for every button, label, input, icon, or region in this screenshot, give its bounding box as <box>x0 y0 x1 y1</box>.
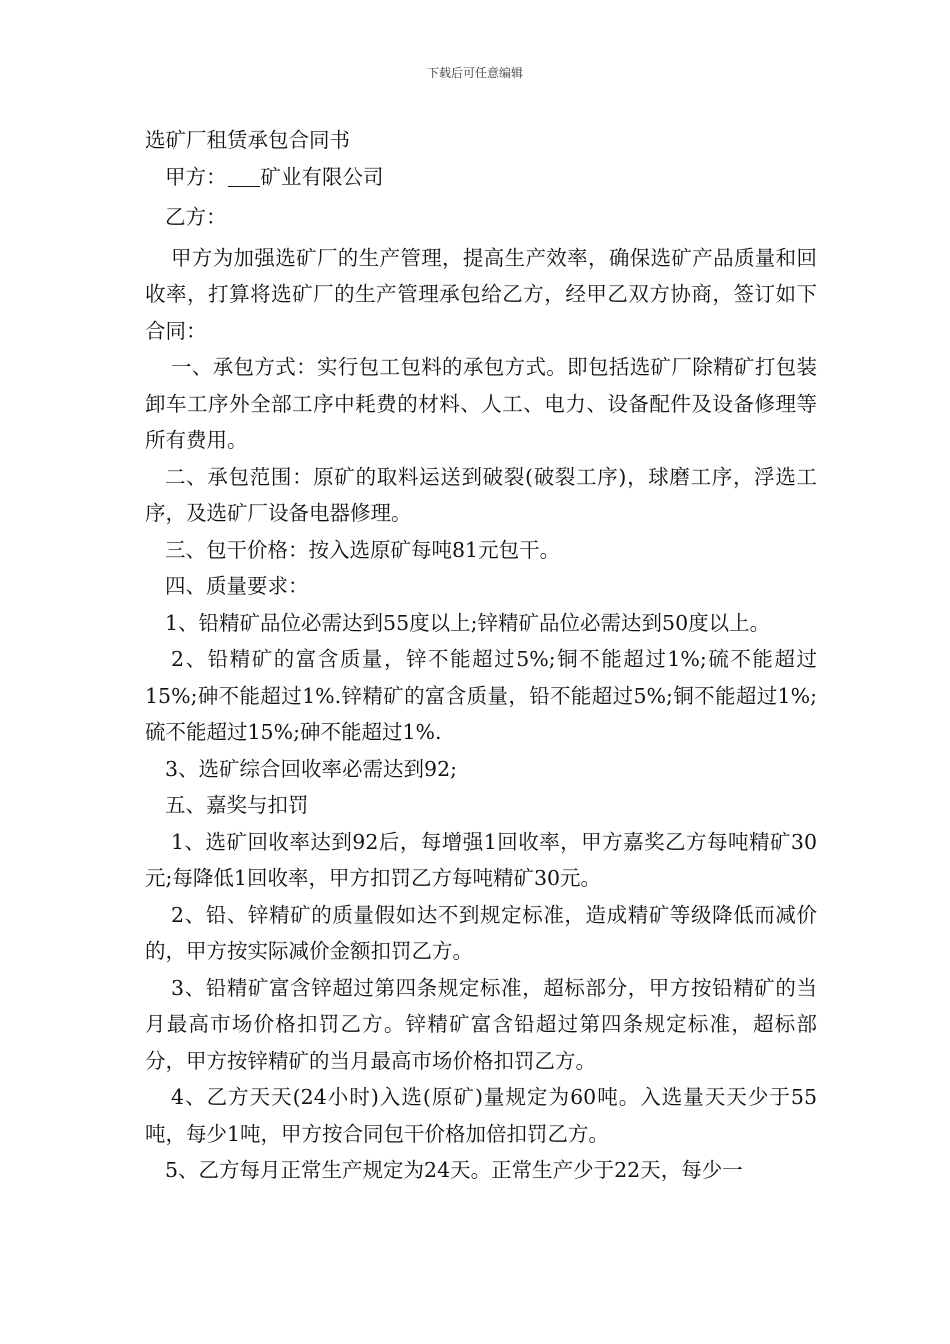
party-a-blank <box>228 166 260 187</box>
page-header-note: 下载后可任意编辑 <box>426 66 523 80</box>
section-5-item-4: 4、乙方天天(24小时)入选(原矿)量规定为60吨。入选量天天少于55吨，每少1吨，甲方按合同包干价格加倍扣罚乙方。 <box>145 1085 817 1146</box>
section-5-reward-heading: 五、嘉奖与扣罚 <box>165 793 309 817</box>
section-5-item-3: 3、铅精矿富含锌超过第四条规定标准，超标部分，甲方按铅精矿的当月最高市场价格扣罚乙方。锌精矿富含铅超过第四条规定标准，超标部分，甲方按锌精矿的当月最高市场价格扣罚乙方。 <box>145 975 817 1073</box>
section-5-item-1: 1、选矿回收率达到92后，每增强1回收率，甲方嘉奖乙方每吨精矿30元;每降低1回收率，甲方扣罚乙方每吨精矿30元。 <box>145 829 817 890</box>
section-4-quality-heading: 四、质量要求： <box>165 574 309 598</box>
contract-body <box>145 122 817 1189</box>
party-a-line <box>145 159 817 196</box>
section-5-item-5: 5、乙方每月正常生产规定为24天。正常生产少于22天，每少一 <box>165 1158 743 1182</box>
section-3-price: 三、包干价格：按入选原矿每吨81元包干。 <box>165 537 561 562</box>
contract-title: 选矿厂租赁承包合同书 <box>145 128 350 152</box>
section-4-item-1: 1、铅精矿品位必需达到55度以上;锌精矿品位必需达到50度以上。 <box>165 610 771 635</box>
party-a-label: 甲方： <box>165 164 227 189</box>
section-1-contract-method: 一、承包方式：实行包工包料的承包方式。即包括选矿厂除精矿打包装卸车工序外全部工序中耗费的材料、人工、电力、设备配件及设备修理等所有费用。 <box>145 355 817 452</box>
section-4-item-3: 3、选矿综合回收率必需达到92; <box>165 756 458 781</box>
party-a-name: 矿业有限公司 <box>260 164 384 189</box>
party-b-line: 乙方： <box>165 205 227 229</box>
intro-paragraph: 甲方为加强选矿厂的生产管理，提高生产效率，确保选矿产品质量和回收率，打算将选矿厂的生产管理承包给乙方，经甲乙双方协商，签订如下合同： <box>145 245 817 343</box>
section-4-item-2: 2、铅精矿的富含质量，锌不能超过5%;铜不能超过1%;硫不能超过15%;砷不能超过1%.锌精矿的富含质量，铅不能超过5%;铜不能超过1%;硫不能超过15%;砷不能超过1%. <box>145 647 817 744</box>
section-5-item-2: 2、铅、锌精矿的质量假如达不到规定标准，造成精矿等级降低而减价的，甲方按实际减价金额扣罚乙方。 <box>145 902 817 963</box>
section-2-contract-scope: 二、承包范围：原矿的取料运送到破裂(破裂工序)，球磨工序，浮选工序，及选矿厂设备电器修理。 <box>145 464 817 525</box>
